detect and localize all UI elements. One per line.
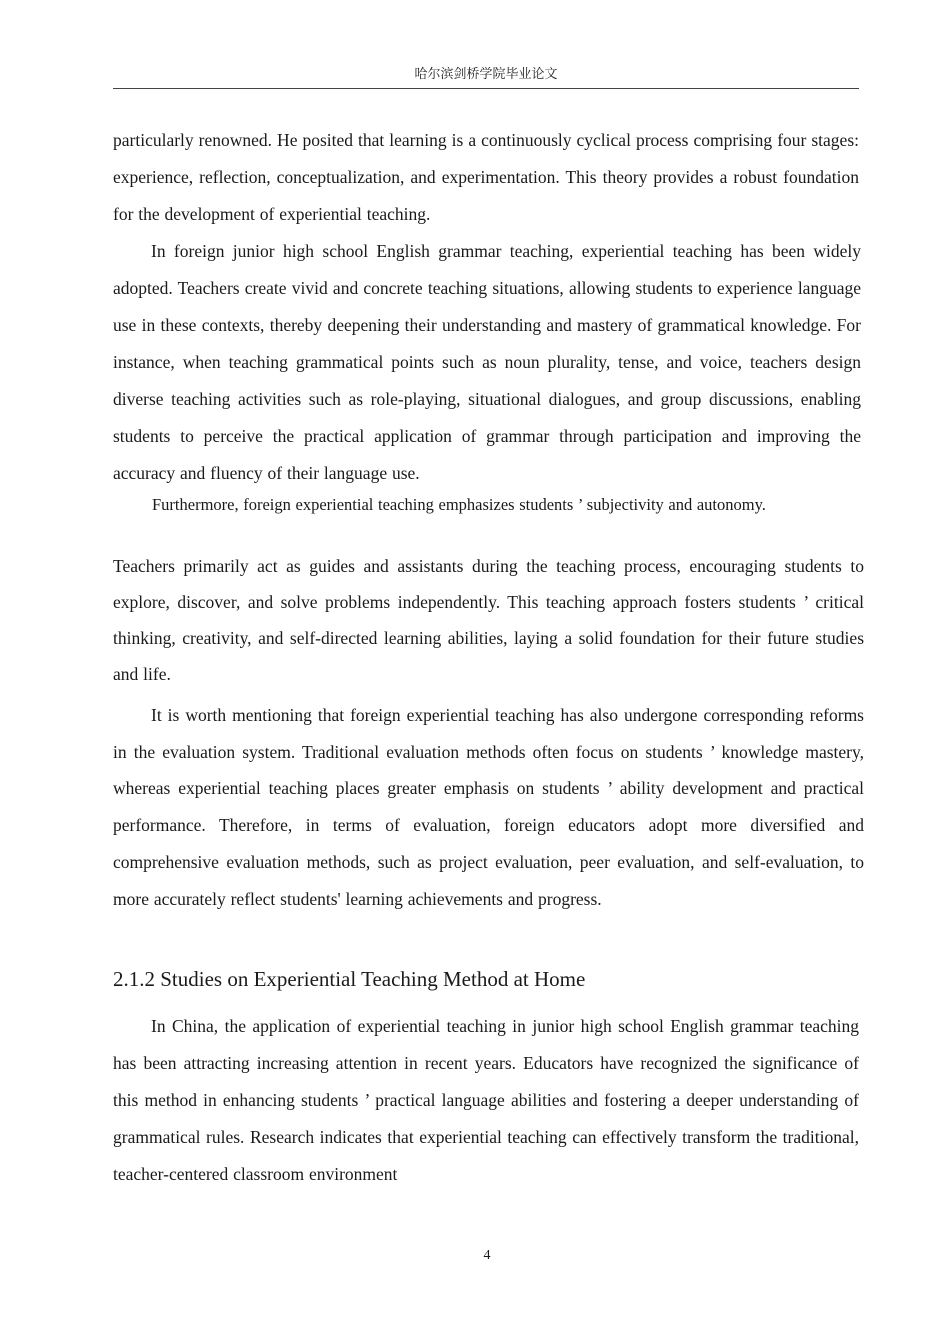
paragraph-foreign-grammar-teaching: In foreign junior high school English grammar teaching, experiential teaching has been widely adopted. Teachers create vivid and concrete teaching situations, allowing students to experience language use in these contexts, thereby deepening their understanding and mastery of grammatical knowledge. For instance, when teaching grammatical points such as noun plurality, tense, and voice, teachers design diverse teaching activities such as role-playing, situational dialogues, and group discussions, enabling students to perceive the practical application of grammar through participation and improving the accuracy and fluency of their language use. <box>113 241 861 483</box>
thesis-header-title: 哈尔滨剑桥学院毕业论文 <box>414 67 558 82</box>
paragraph-kolb-theory: particularly renowned. He posited that learning is a continuously cyclical process comprising four stages: experience, reflection, conceptualization, and experimentation. This theory provides a robust foundation for the development of experiential teaching. <box>113 130 859 224</box>
paragraph-subjectivity-start: Furthermore, foreign experiential teaching emphasizes students ’ subjectivity and autonomy. <box>152 495 766 514</box>
paragraph-evaluation-reform: It is worth mentioning that foreign experiential teaching has also undergone corresponding reforms in the evaluation system. Traditional evaluation methods often focus on students ’ knowledge mastery, whereas experiential teaching places greater emphasis on students ’ ability development and practical performance. Therefore, in terms of evaluation, foreign educators adopt more diversified and comprehensive evaluation methods, such as project evaluation, peer evaluation, and self-evaluation, to more accurately reflect students' learning achievements and progress. <box>113 705 864 909</box>
paragraph-teacher-role: Teachers primarily act as guides and assistants during the teaching process, encouraging students to explore, discover, and solve problems independently. This teaching approach fosters students ’ critical thinking, creativity, and self-directed learning abilities, laying a solid foundation for their future studies and life. <box>113 556 864 684</box>
page-header <box>113 64 859 89</box>
page-number: 4 <box>483 1248 491 1263</box>
paragraph-studies-at-home: In China, the application of experiential teaching in junior high school English grammar teaching has been attracting increasing attention in recent years. Educators have recognized the significance of this method in enhancing students ’ practical language abilities and fostering a deeper understanding of grammatical rules. Research indicates that experiential teaching can effectively transform the traditional, teacher-centered classroom environment <box>113 1016 859 1184</box>
section-heading: 2.1.2 Studies on Experiential Teaching Method at Home <box>113 967 586 991</box>
